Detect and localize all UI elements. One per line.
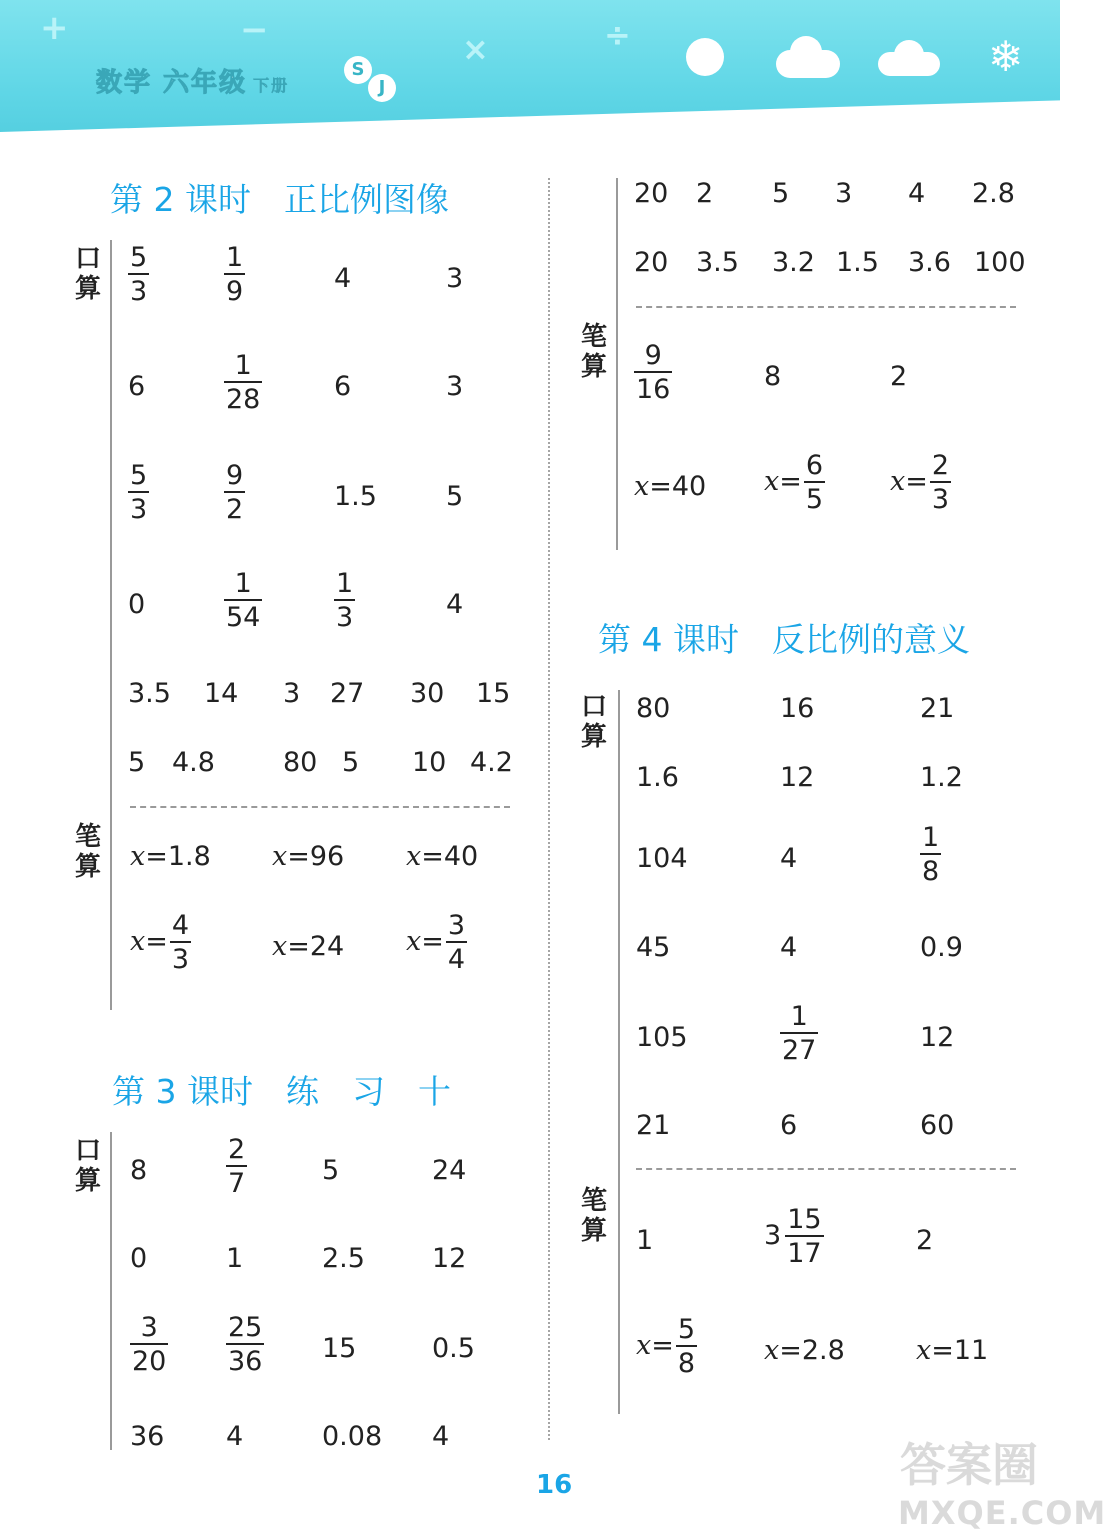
answer-item: 104 [636, 843, 688, 874]
watermark-url: MXQE.COM [898, 1494, 1106, 1532]
answer-item: 8 [130, 1155, 148, 1186]
written-calc-label: 笔 算 [74, 822, 101, 882]
answer-item: 4 [226, 1421, 244, 1452]
answer-item: 3 [446, 371, 464, 402]
answer-item: 100 [974, 247, 1026, 278]
answer-item: 2.5 [322, 1243, 365, 1274]
answer-item: x=11 [916, 1335, 989, 1366]
answer-item: 3 $\frac{15}{17}$ [764, 1204, 822, 1269]
answer-item: 4 [780, 843, 798, 874]
answer-item: $\frac{5}{3}$ [130, 242, 148, 307]
column-divider [548, 178, 550, 1440]
answer-item: 4 [908, 178, 926, 209]
answer-item: 24 [432, 1155, 467, 1186]
answer-item: 1 [226, 1243, 244, 1274]
answer-item: x= $\frac{5}{8}$ [636, 1314, 696, 1379]
answer-item: 1.2 [920, 762, 963, 793]
answer-item: x= $\frac{2}{3}$ [890, 450, 950, 515]
answer-item: x=2.8 [764, 1335, 845, 1366]
answer-item: x=1.8 [130, 841, 211, 872]
watermark-logo: 答案圈 [900, 1438, 1038, 1492]
answer-item: 3 [283, 678, 301, 709]
oral-calc-label: 口 算 [74, 244, 101, 304]
answer-item: 2.8 [972, 178, 1015, 209]
lesson-3-title: 第 3 课时 练 习 十 [112, 1072, 451, 1111]
answer-item: 15 [476, 678, 511, 709]
answer-item: 5 [772, 178, 790, 209]
answer-item: x=24 [272, 931, 345, 962]
answer-item: 0 [128, 589, 146, 620]
lesson-2-title: 第 2 课时 正比例图像 [110, 180, 449, 219]
answer-item: 2 [890, 361, 908, 392]
plus-decoration-icon: + [40, 8, 69, 48]
answer-item: 3.5 [696, 247, 739, 278]
answer-item: x= $\frac{3}{4}$ [406, 910, 466, 975]
answer-item: 10 [412, 747, 447, 778]
lesson-4-title: 第 4 课时 反比例的意义 [598, 620, 970, 659]
snowflake-icon: ❄ [988, 32, 1024, 81]
answer-item: 30 [410, 678, 445, 709]
answer-item: 6 [780, 1110, 798, 1141]
answer-item: 6 [334, 371, 352, 402]
answer-item: $\frac{1}{9}$ [226, 242, 244, 307]
answer-item: 1 [636, 1225, 654, 1256]
answer-item: 5 [322, 1155, 340, 1186]
answer-item: 8 [764, 361, 782, 392]
answer-item: 105 [636, 1022, 688, 1053]
section-rule [110, 1132, 112, 1450]
answer-item: 12 [780, 762, 815, 793]
answer-item: 45 [636, 932, 671, 963]
answer-item: 3 [446, 263, 464, 294]
answer-item: 80 [636, 693, 671, 724]
book-title: 数学 六年级 下册 [96, 68, 290, 98]
answer-item: 4 [780, 932, 798, 963]
answer-item: 4.8 [172, 747, 215, 778]
oral-calc-label: 口 算 [74, 1136, 101, 1196]
answer-item: $\frac{3}{20}$ [132, 1312, 167, 1377]
badge-s: S [344, 56, 372, 84]
answer-item: 3 [835, 178, 853, 209]
answer-item: $\frac{9}{2}$ [226, 460, 244, 525]
answer-item: 14 [204, 678, 239, 709]
answer-item: 3.2 [772, 247, 815, 278]
answer-item: 5 [342, 747, 360, 778]
answer-item: 5 [446, 481, 464, 512]
answer-item: $\frac{1}{54}$ [226, 568, 261, 633]
answer-item: 15 [322, 1333, 357, 1364]
answer-item: 2 [696, 178, 714, 209]
answer-item: $\frac{1}{27}$ [782, 1001, 817, 1066]
minus-decoration-icon: − [240, 10, 269, 50]
section-separator [130, 806, 510, 808]
answer-item: x=40 [634, 471, 707, 502]
answer-item: 21 [636, 1110, 671, 1141]
answer-item: 1.5 [334, 481, 377, 512]
answer-item: 16 [780, 693, 815, 724]
answer-item: $\frac{1}{28}$ [226, 350, 261, 415]
written-calc-label: 笔 算 [580, 322, 607, 382]
answer-item: $\frac{9}{16}$ [636, 340, 671, 405]
answer-item: 5 [128, 747, 146, 778]
answer-item: 1.5 [836, 247, 879, 278]
page-number: 16 [536, 1470, 573, 1500]
answer-item: $\frac{5}{3}$ [130, 460, 148, 525]
answer-item: 27 [330, 678, 365, 709]
answer-item: 20 [634, 178, 669, 209]
answer-item: 12 [432, 1243, 467, 1274]
answer-item: 4 [446, 589, 464, 620]
section-separator [636, 306, 1016, 308]
answer-item: x= $\frac{6}{5}$ [764, 450, 824, 515]
sun-icon [686, 38, 724, 76]
section-rule [616, 178, 618, 550]
answer-item: 0.08 [322, 1421, 383, 1452]
answer-item: x=40 [406, 841, 479, 872]
answer-item: 4 [334, 263, 352, 294]
answer-item: 4.2 [470, 747, 513, 778]
answer-item: 2 [916, 1225, 934, 1256]
answer-item: x= $\frac{4}{3}$ [130, 910, 190, 975]
oral-calc-label: 口 算 [580, 692, 607, 752]
section-separator [636, 1168, 1016, 1170]
answer-item: 6 [128, 371, 146, 402]
answer-item: 0.5 [432, 1333, 475, 1364]
answer-item: 20 [634, 247, 669, 278]
times-decoration-icon: × [462, 30, 489, 68]
answer-item: $\frac{1}{3}$ [336, 568, 354, 633]
answer-item: $\frac{25}{36}$ [228, 1312, 263, 1377]
badge-j: J [368, 74, 396, 102]
answer-item: x=96 [272, 841, 345, 872]
written-calc-label: 笔 算 [580, 1186, 607, 1246]
answer-item: 4 [432, 1421, 450, 1452]
answer-item: 3.6 [908, 247, 951, 278]
answer-item: 0 [130, 1243, 148, 1274]
section-rule [110, 240, 112, 1010]
answer-item: 36 [130, 1421, 165, 1452]
divide-decoration-icon: ÷ [604, 16, 631, 54]
answer-item: 0.9 [920, 932, 963, 963]
answer-item: $\frac{1}{8}$ [922, 822, 940, 887]
answer-item: 1.6 [636, 762, 679, 793]
answer-item: 12 [920, 1022, 955, 1053]
answer-item: 60 [920, 1110, 955, 1141]
answer-item: 80 [283, 747, 318, 778]
answer-item: $\frac{2}{7}$ [228, 1134, 246, 1199]
answer-item: 3.5 [128, 678, 171, 709]
answer-item: 21 [920, 693, 955, 724]
section-rule [618, 690, 620, 1414]
